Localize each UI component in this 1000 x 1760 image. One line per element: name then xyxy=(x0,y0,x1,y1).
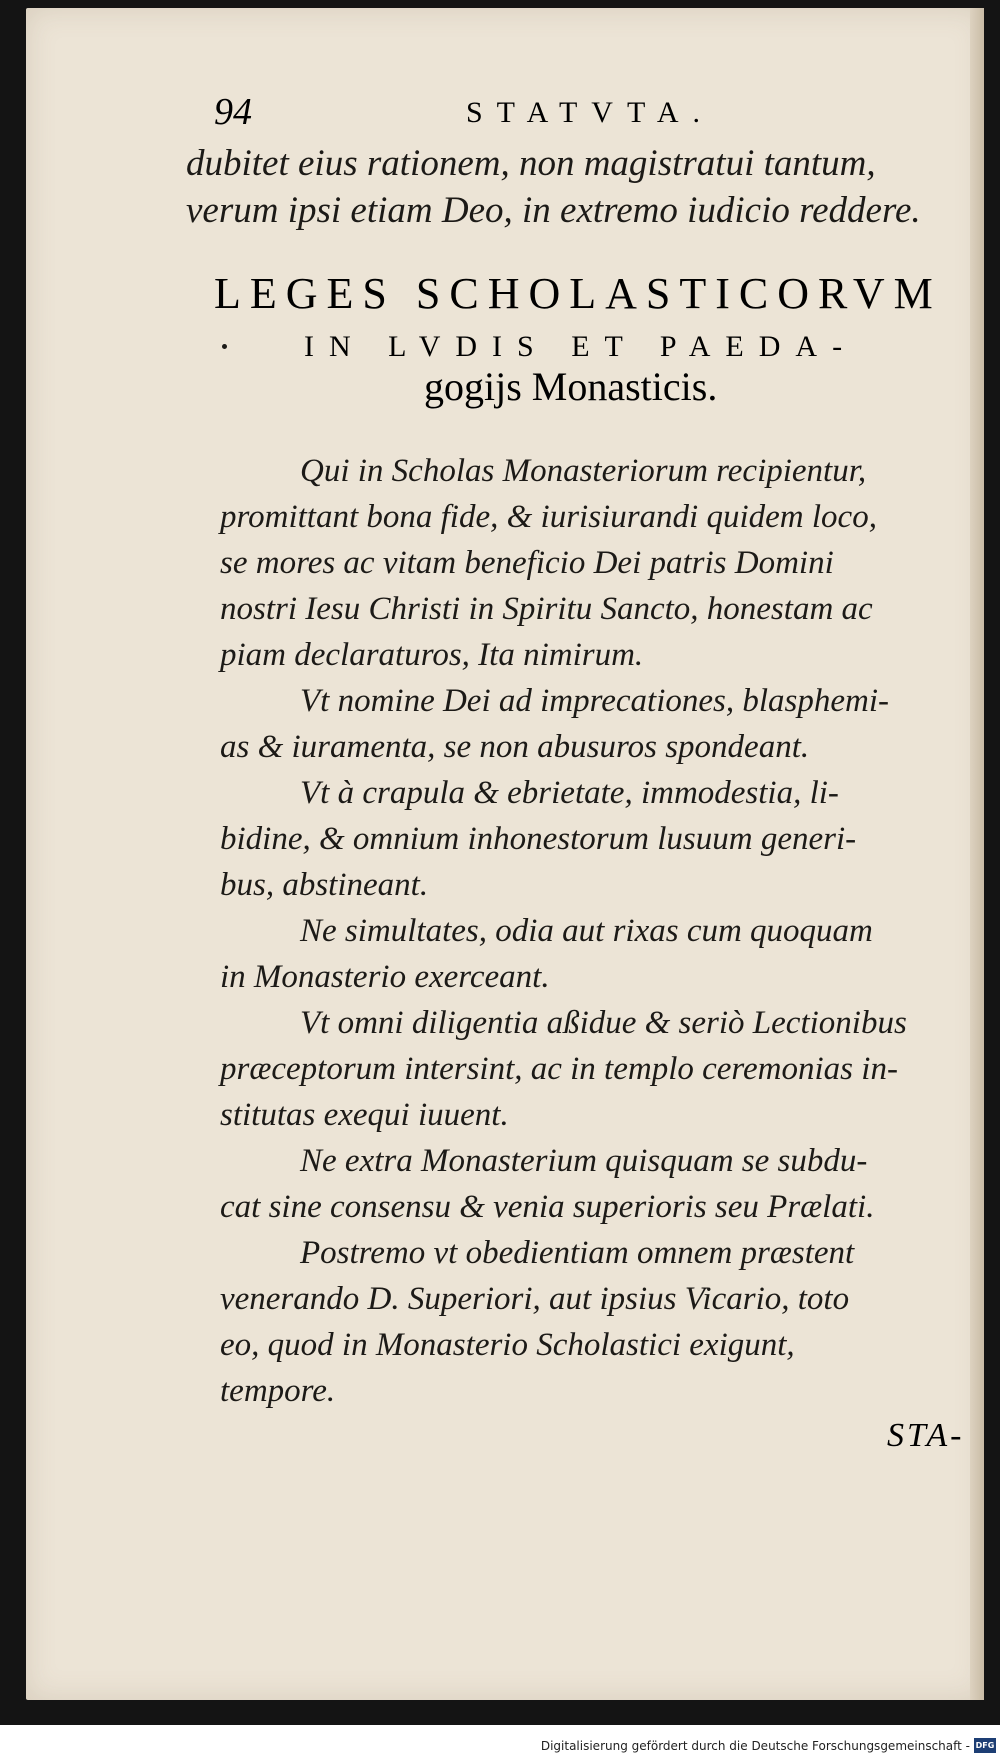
paragraph-qui-in-scholas xyxy=(220,448,980,678)
paragraph-line: cat sine consensu & venia superioris seu Prælati. xyxy=(220,1189,875,1225)
paragraph-line: se mores ac vitam beneficio Dei patris Domini xyxy=(220,545,834,581)
paragraph-ne-simultates xyxy=(220,908,980,1000)
paragraph-line: Ne extra Monasterium quisquam se subdu- xyxy=(300,1143,868,1179)
paragraph-line: Vt à crapula & ebrietate, immodestia, li- xyxy=(300,775,839,811)
section-heading-line-1: LEGES SCHOLASTICORVM xyxy=(214,269,942,318)
paragraph-line: in Monasterio exerceant. xyxy=(220,959,550,995)
paragraph-ne-extra xyxy=(220,1138,980,1230)
section-heading-line-2: IN LVDIS ET PAEDA- xyxy=(304,330,858,363)
paragraph-vt-a-crapula xyxy=(220,770,980,908)
paragraph-line: bidine, & omnium inhonestorum lusuum generi- xyxy=(220,821,857,857)
paragraph-postremo xyxy=(220,1230,980,1414)
paragraph-line: piam declaraturos, Ita nimirum. xyxy=(220,637,644,673)
intro-line: dubitet eius rationem, non magistratui tantum, xyxy=(186,143,876,184)
dfg-logo-icon: DFG xyxy=(974,1738,996,1753)
paragraph-vt-omni-diligentia xyxy=(220,1000,980,1138)
intro-line: verum ipsi etiam Deo, in extremo iudicio reddere. xyxy=(186,190,921,231)
page-header xyxy=(186,90,966,140)
paragraph-line: eo, quod in Monasterio Scholastici exigunt, xyxy=(220,1327,795,1363)
footer xyxy=(0,1725,1000,1760)
paragraph-line: promittant bona fide, & iurisiurandi quidem loco, xyxy=(220,499,877,535)
paragraph-line: Ne simultates, odia aut rixas cum quoquam xyxy=(300,913,873,949)
catchword: STA- xyxy=(887,1417,965,1454)
intro-text xyxy=(186,140,966,234)
section-heading-line-3: gogijs Monasticis. xyxy=(424,364,718,409)
paragraph-line: præceptorum intersint, ac in templo ceremonias in- xyxy=(220,1051,898,1087)
paragraph-line: bus, abstineant. xyxy=(220,867,429,903)
paragraph-line: as & iuramenta, se non abusuros spondeant. xyxy=(220,729,810,765)
margin-dot xyxy=(222,344,227,349)
paragraph-line: stitutas exequi iuuent. xyxy=(220,1097,509,1133)
paragraph-line: Qui in Scholas Monasteriorum recipientur, xyxy=(300,453,867,489)
page-number: 94 xyxy=(214,91,252,133)
paragraph-line: Vt nomine Dei ad imprecationes, blasphemi- xyxy=(300,683,890,719)
paragraph-vt-nomine-dei xyxy=(220,678,980,770)
paragraph-line: tempore. xyxy=(220,1373,336,1409)
funding-credit: Digitalisierung gefördert durch die Deutsche Forschungsgemeinschaft - xyxy=(540,1739,970,1753)
paragraph-line: nostri Iesu Christi in Spiritu Sancto, honestam ac xyxy=(220,591,873,627)
paragraph-line: venerando D. Superiori, aut ipsius Vicario, toto xyxy=(220,1281,850,1317)
paragraph-line: Vt omni diligentia aßidue & seriò Lectionibus xyxy=(300,1005,907,1041)
paragraph-line: Postremo vt obedientiam omnem præstent xyxy=(300,1235,855,1271)
running-head: STATVTA. xyxy=(466,96,715,129)
